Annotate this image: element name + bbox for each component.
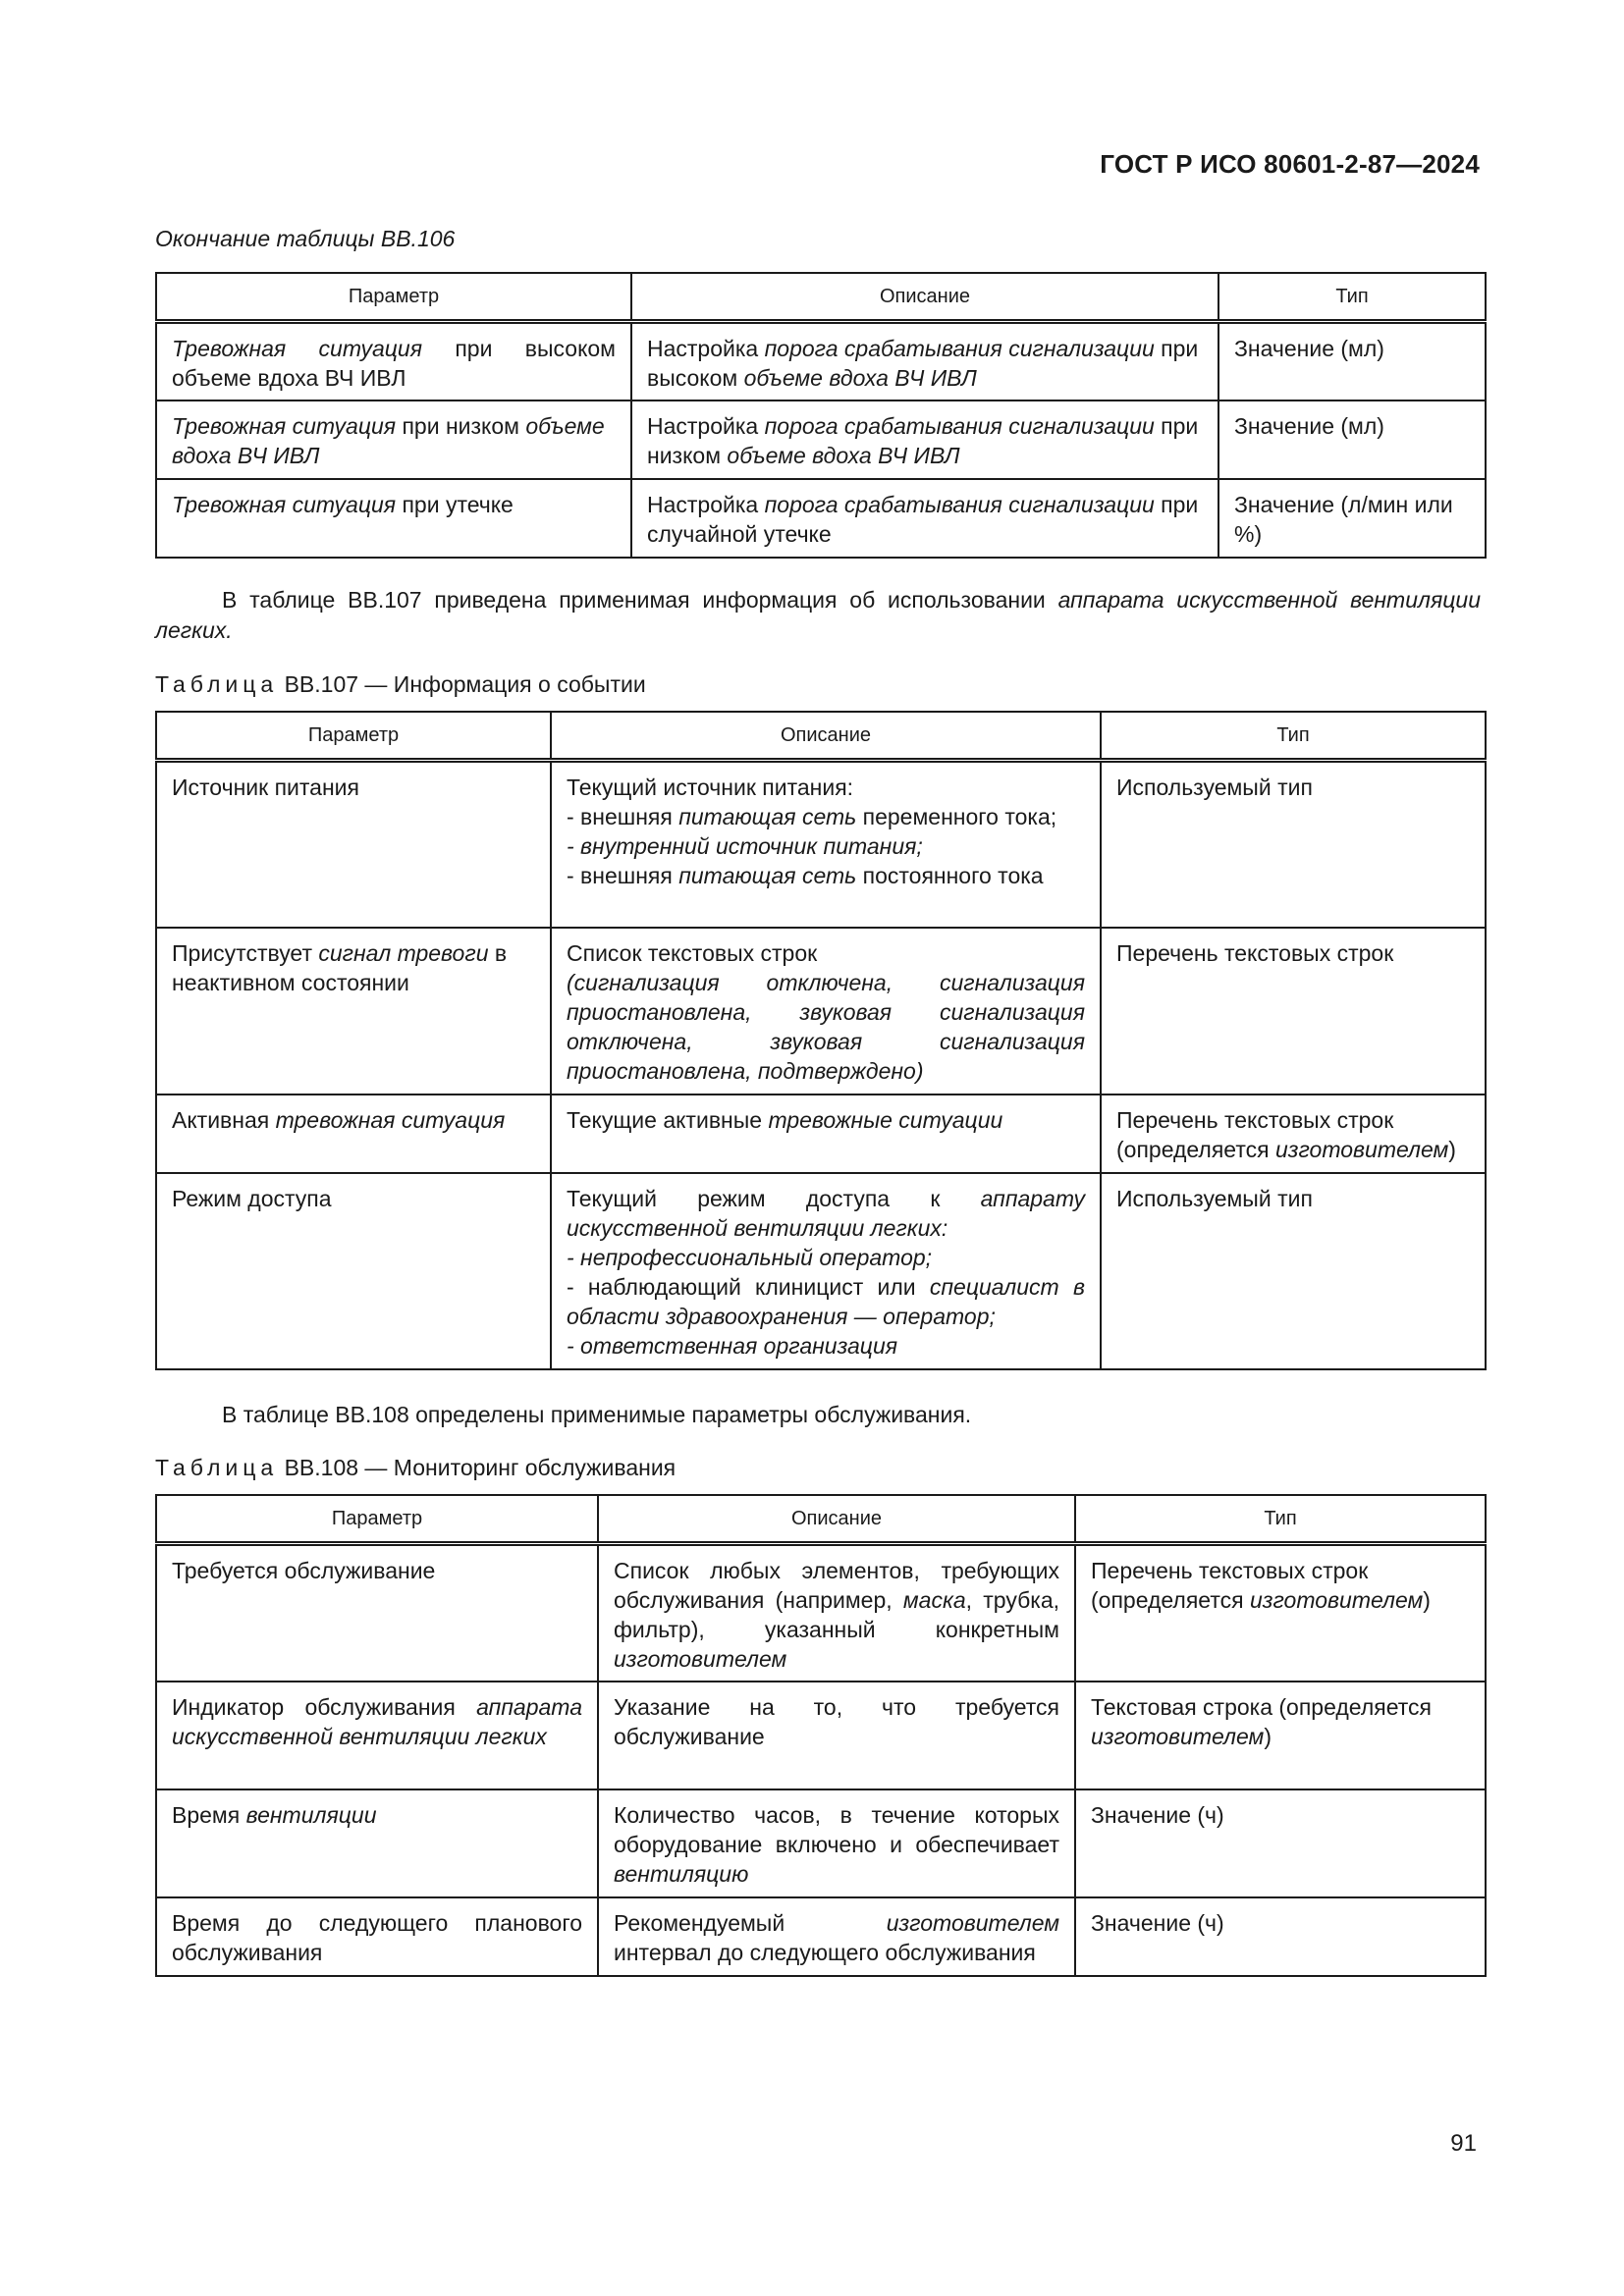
- page-number: 91: [1450, 2130, 1477, 2157]
- document-header: ГОСТ Р ИСО 80601-2-87—2024: [1100, 149, 1480, 179]
- desc-cell: [598, 1544, 1075, 1682]
- column-header-parameter: Параметр: [156, 1495, 598, 1544]
- table-107-caption: [155, 671, 646, 698]
- param-cell: [156, 1095, 551, 1173]
- table-row: [156, 761, 1486, 928]
- param-text: при утечке: [396, 491, 514, 517]
- type-cell: Используемый тип: [1101, 761, 1486, 928]
- param-italic: Тревожная ситуация: [172, 336, 423, 361]
- desc-text: интервал до следующего обслуживания: [614, 1939, 1036, 1965]
- table-row: [156, 1789, 1486, 1897]
- column-header-description: Описание: [598, 1495, 1075, 1544]
- param-text: при высоком объеме вдоха ВЧ ИВЛ: [172, 336, 616, 391]
- table-row: [156, 400, 1486, 479]
- type-cell: Значение (ч): [1075, 1789, 1486, 1897]
- desc-line: [567, 1272, 1085, 1331]
- param-text: в неактивном состоянии: [172, 939, 508, 995]
- desc-text: - внешняя: [567, 863, 679, 888]
- table-row: [156, 322, 1486, 400]
- param-text: Время: [172, 1801, 246, 1828]
- desc-text: Текущий режим доступа к: [567, 1185, 981, 1211]
- desc-text: - наблюдающий клиницист или: [567, 1273, 930, 1300]
- desc-text: при высоком: [647, 336, 1199, 391]
- paragraph-107: [155, 585, 1481, 646]
- desc-text: при случайной утечке: [647, 491, 1199, 547]
- param-cell: [156, 1789, 598, 1897]
- desc-italic: - ответственная организация: [567, 1332, 898, 1359]
- type-cell: Перечень текстовых строк: [1101, 928, 1486, 1095]
- type-text: Текстовая строка (определяется: [1091, 1693, 1432, 1720]
- table-row: [156, 1544, 1486, 1682]
- desc-line: [567, 802, 1085, 831]
- type-cell: Значение (мл): [1218, 400, 1486, 479]
- table-row: [156, 479, 1486, 558]
- desc-cell: [551, 1095, 1101, 1173]
- column-header-parameter: Параметр: [156, 712, 551, 761]
- param-cell: Требуется обслуживание: [156, 1544, 598, 1682]
- desc-italic: аппарату искусственной вентиляции легких:: [567, 1185, 1085, 1241]
- type-italic: изготовителем: [1274, 1136, 1449, 1162]
- desc-text: Текущий источник питания:: [567, 774, 854, 800]
- param-cell: Источник питания: [156, 761, 551, 928]
- paragraph-text: В таблице ВВ.107 приведена применимая информация об использовании: [222, 587, 1058, 613]
- desc-italic: (сигнализация отключена, сигнализация приостановлена, звуковая сигнализация отключена, звуковая сигнализация приостановлена, подтверждено): [567, 969, 1085, 1084]
- param-text: при низком: [396, 412, 526, 439]
- type-cell: [1075, 1544, 1486, 1682]
- type-cell: [1101, 1095, 1486, 1173]
- desc-text: , трубка, фильтр), указанный конкретным: [614, 1587, 1060, 1642]
- caption-title: ВВ.107 — Информация о событии: [278, 671, 646, 697]
- type-text: ): [1448, 1136, 1456, 1162]
- desc-cell: [551, 1173, 1101, 1369]
- param-text: Присутствует: [172, 939, 319, 966]
- type-text: Перечень текстовых строк (определяется: [1091, 1558, 1369, 1613]
- param-cell: [156, 322, 631, 400]
- desc-cell: [551, 928, 1101, 1095]
- desc-italic: тревожные ситуации: [768, 1106, 1003, 1133]
- type-text: Перечень текстовых строк (определяется: [1116, 1106, 1394, 1162]
- desc-text: Настройка: [647, 412, 765, 439]
- param-italic: тревожная ситуация: [275, 1106, 506, 1133]
- param-italic: Тревожная ситуация: [172, 491, 397, 517]
- desc-italic: питающая сеть: [678, 863, 857, 888]
- desc-italic: порога срабатывания сигнализации: [764, 412, 1155, 439]
- param-cell: [156, 479, 631, 558]
- type-text: ): [1264, 1723, 1272, 1749]
- paragraph-italic: аппарата искусственной вентиляции легких.: [155, 587, 1481, 643]
- desc-cell: [598, 1897, 1075, 1976]
- table-row: [156, 1095, 1486, 1173]
- desc-text: переменного тока;: [856, 804, 1057, 829]
- table-106-caption: Окончание таблицы ВВ.106: [155, 226, 456, 251]
- table-header-row: [156, 712, 1486, 761]
- desc-text: Настройка: [647, 491, 765, 517]
- column-header-type: Тип: [1075, 1495, 1486, 1544]
- desc-cell: [631, 479, 1218, 558]
- desc-italic: порога срабатывания сигнализации: [764, 336, 1155, 361]
- type-italic: изготовителем: [1249, 1587, 1424, 1613]
- table-row: [156, 1173, 1486, 1369]
- param-text: Активная: [172, 1106, 276, 1133]
- type-cell: [1075, 1682, 1486, 1789]
- desc-text: при низком: [647, 412, 1199, 468]
- type-cell: Значение (л/мин или %): [1218, 479, 1486, 558]
- table-header-row: [156, 1495, 1486, 1544]
- param-italic: сигнал тревоги: [318, 939, 489, 966]
- desc-italic: - внутренний источник питания;: [567, 833, 923, 859]
- desc-cell: [598, 1789, 1075, 1897]
- desc-cell: [631, 400, 1218, 479]
- desc-line: [567, 1184, 1085, 1243]
- desc-cell: [631, 322, 1218, 400]
- type-cell: Значение (ч): [1075, 1897, 1486, 1976]
- column-header-type: Тип: [1101, 712, 1486, 761]
- column-header-parameter: Параметр: [156, 273, 631, 322]
- param-cell: Режим доступа: [156, 1173, 551, 1369]
- table-108-caption: [155, 1455, 676, 1481]
- caption-label: Таблица: [155, 1455, 279, 1480]
- column-header-description: Описание: [631, 273, 1218, 322]
- desc-text: Количество часов, в течение которых оборудование включено и обеспечивает: [614, 1801, 1059, 1857]
- desc-italic: изготовителем: [614, 1646, 787, 1672]
- table-row: [156, 1897, 1486, 1976]
- column-header-type: Тип: [1218, 273, 1486, 322]
- type-text: ): [1423, 1587, 1431, 1613]
- type-italic: изготовителем: [1091, 1723, 1265, 1749]
- desc-italic: изготовителем: [886, 1909, 1059, 1936]
- table-108: [155, 1494, 1487, 1977]
- type-cell: Значение (мл): [1218, 322, 1486, 400]
- desc-text: постоянного тока: [856, 863, 1044, 888]
- desc-text: - внешняя: [567, 804, 679, 829]
- param-italic: Тревожная ситуация: [172, 412, 397, 439]
- desc-italic: порога срабатывания сигнализации: [764, 491, 1155, 517]
- desc-cell: [551, 761, 1101, 928]
- param-text: Индикатор обслуживания: [172, 1693, 477, 1720]
- caption-label: Таблица: [155, 671, 279, 697]
- table-row: [156, 1682, 1486, 1789]
- desc-italic: маска: [902, 1587, 966, 1613]
- param-italic: вентиляции: [245, 1801, 377, 1828]
- table-106: [155, 272, 1487, 559]
- table-row: [156, 928, 1486, 1095]
- desc-italic: объеме вдоха ВЧ ИВЛ: [743, 365, 977, 391]
- table-header-row: [156, 273, 1486, 322]
- desc-italic: специалист в области здравоохранения — оператор;: [567, 1273, 1085, 1329]
- desc-text: Текущие активные: [567, 1106, 769, 1133]
- desc-text: Список текстовых строк: [567, 939, 818, 966]
- param-cell: Время до следующего планового обслуживания: [156, 1897, 598, 1976]
- caption-title: ВВ.108 — Мониторинг обслуживания: [278, 1455, 677, 1480]
- param-cell: [156, 400, 631, 479]
- desc-italic: питающая сеть: [678, 804, 857, 829]
- param-cell: [156, 928, 551, 1095]
- desc-italic: вентиляцию: [614, 1860, 749, 1887]
- table-107: [155, 711, 1487, 1370]
- desc-cell: Указание на то, что требуется обслуживание: [598, 1682, 1075, 1789]
- desc-text: Рекомендуемый: [614, 1909, 887, 1936]
- desc-italic: объеме вдоха ВЧ ИВЛ: [727, 442, 960, 468]
- desc-text: Настройка: [647, 336, 765, 361]
- desc-text: Список любых элементов, требующих обслуживания (например,: [614, 1558, 1059, 1613]
- param-cell: [156, 1682, 598, 1789]
- desc-line: [567, 861, 1085, 890]
- param-italic: объеме вдоха ВЧ ИВЛ: [172, 412, 605, 468]
- paragraph-108: В таблице ВВ.108 определены применимые параметры обслуживания.: [222, 1402, 972, 1427]
- desc-italic: - непрофессиональный оператор;: [567, 1244, 933, 1270]
- type-cell: Используемый тип: [1101, 1173, 1486, 1369]
- param-italic: аппарата искусственной вентиляции легких: [172, 1693, 582, 1749]
- column-header-description: Описание: [551, 712, 1101, 761]
